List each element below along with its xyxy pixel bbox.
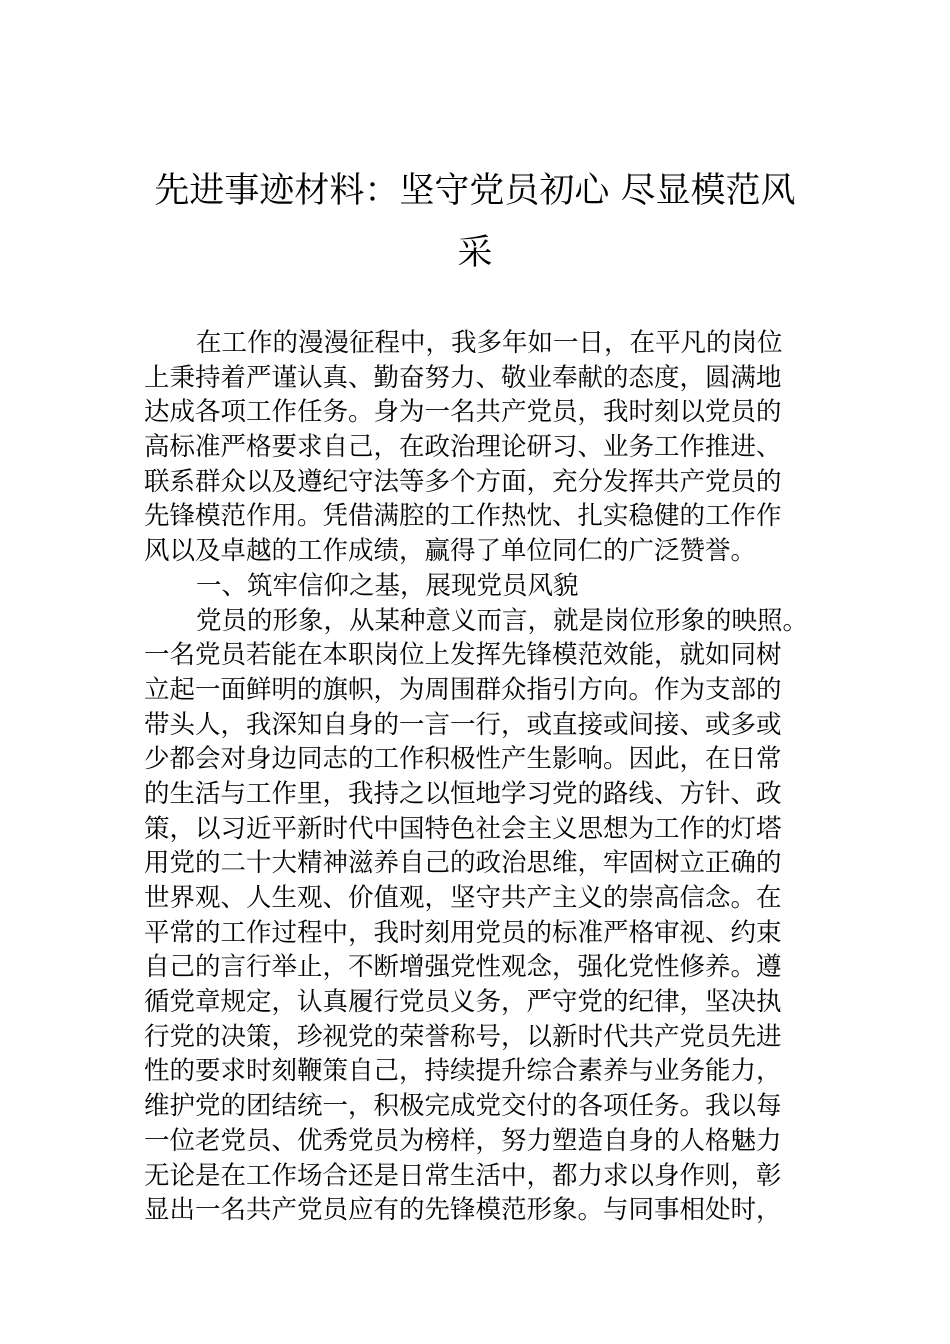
text-line: 在工作的漫漫征程中，我多年如一日，在平凡的岗位 — [196, 328, 783, 358]
document-title — [120, 160, 830, 284]
text-line: 无论是在工作场合还是日常生活中，都力求以身作则，彰 — [144, 1160, 782, 1191]
text-line: 一名党员若能在本职岗位上发挥先锋模范效能，就如同树 — [144, 640, 782, 671]
text-line: 带头人，我深知自身的一言一行，或直接或间接、或多或 — [144, 709, 782, 740]
paragraph — [144, 326, 824, 569]
text-line: 循党章规定，认真履行党员义务，严守党的纪律，坚决执 — [144, 987, 782, 1018]
text-line: 自己的言行举止，不断增强党性观念，强化党性修养。遵 — [144, 952, 782, 983]
text-line: 联系群众以及遵纪守法等多个方面，充分发挥共产党员的 — [144, 466, 782, 497]
text-line: 的生活与工作里，我持之以恒地学习党的路线、方针、政 — [144, 778, 782, 809]
text-line: 用党的二十大精神滋养自己的政治思维，牢固树立正确的 — [144, 848, 782, 879]
text-line: 维护党的团结统一，积极完成党交付的各项任务。我以每 — [144, 1091, 782, 1122]
heading-line: 一、筑牢信仰之基，展现党员风貌 — [196, 570, 579, 601]
paragraph — [144, 604, 824, 1228]
text-line: 先锋模范作用。凭借满腔的工作热忱、扎实稳健的工作作 — [144, 501, 782, 532]
text-line: 党员的形象，从某种意义而言，就是岗位形象的映照。 — [196, 605, 809, 636]
text-line: 达成各项工作任务。身为一名共产党员，我时刻以党员的 — [144, 397, 782, 428]
text-line: 世界观、人生观、价值观，坚守共产主义的崇高信念。在 — [144, 883, 782, 913]
title-line: 采 — [457, 233, 493, 273]
text-line: 一位老党员、优秀党员为榜样，努力塑造自身的人格魅力 — [144, 1125, 782, 1156]
title-line: 先进事迹材料：坚守党员初心 尽显模范风 — [154, 171, 796, 211]
text-line: 高标准严格要求自己，在政治理论研习、业务工作推进、 — [144, 432, 782, 463]
text-line: 少都会对身边同志的工作积极性产生影响。因此，在日常 — [144, 744, 782, 775]
text-line: 平常的工作过程中，我时刻用党员的标准严格审视、约束 — [144, 917, 782, 948]
text-line: 上秉持着严谨认真、勤奋努力、敬业奉献的态度，圆满地 — [144, 362, 782, 393]
text-line: 行党的决策，珍视党的荣誉称号，以新时代共产党员先进 — [144, 1021, 782, 1052]
text-line: 立起一面鲜明的旗帜，为周围群众指引方向。作为支部的 — [144, 674, 782, 705]
text-line: 性的要求时刻鞭策自己，持续提升综合素养与业务能力， — [144, 1056, 782, 1087]
text-line: 显出一名共产党员应有的先锋模范形象。与同事相处时， — [144, 1195, 782, 1226]
document-body — [144, 326, 824, 1228]
section-heading — [144, 569, 824, 604]
text-line: 风以及卓越的工作成绩，赢得了单位同仁的广泛赞誉。 — [144, 536, 757, 567]
text-line: 策，以习近平新时代中国特色社会主义思想为工作的灯塔 — [144, 813, 782, 844]
